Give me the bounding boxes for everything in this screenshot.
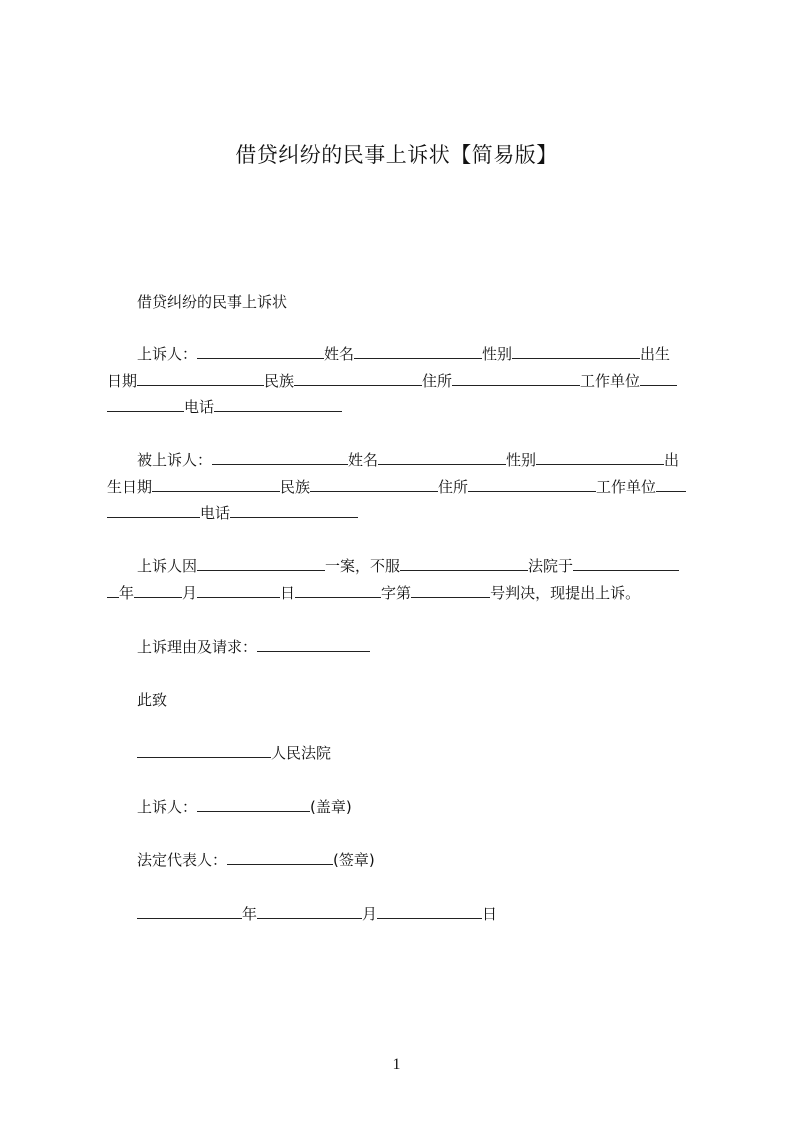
appellee-phone-blank[interactable] [230,502,358,518]
appellant-ethnicity-label: 民族 [264,372,295,390]
signature-text: (签章) [333,851,375,869]
appellee-name-label: 姓名 [348,451,379,469]
appellee-birth-label-b: 生日期 [107,478,153,496]
sign-month-label: 月 [362,905,378,923]
appellee-ethnicity-label: 民族 [280,478,311,496]
year-blank-cont[interactable] [107,582,119,598]
appellant-residence-blank[interactable] [452,370,580,386]
case-zi-di-label: 字第 [381,584,412,602]
appellant-name-blank[interactable] [354,343,482,359]
appellee-label: 被上诉人： [137,451,213,469]
number-blank[interactable] [411,582,490,598]
appellee-birth-blank[interactable] [152,476,280,492]
case-name-blank[interactable] [197,555,325,571]
appellant-birth-label-a: 出生 [640,345,671,363]
appellant-employer-blank[interactable] [640,370,677,386]
court-blank[interactable] [400,555,528,571]
sign-rep-label: 法定代表人： [137,851,228,869]
appellant-line-3 [107,394,701,420]
appellant-birth-blank[interactable] [137,370,264,386]
appellee-line-3 [107,500,701,526]
appellant-label: 上诉人： [137,345,198,363]
case-year-label: 年 [119,584,135,602]
sign-rep-blank[interactable] [227,849,333,865]
month-blank[interactable] [134,582,182,598]
subtitle-text: 借贷纠纷的民事上诉状 [137,293,288,311]
appellant-gender-blank[interactable] [512,343,640,359]
appellee-blank[interactable] [212,449,348,465]
appellee-residence-blank[interactable] [468,476,596,492]
appellee-employer-blank-cont[interactable] [107,502,200,518]
sign-year-label: 年 [242,905,258,923]
reasons-line [137,634,701,660]
seal-text: (盖章) [310,798,352,816]
case-line-2 [107,580,701,606]
day-blank[interactable] [197,582,280,598]
case-line-1 [137,553,701,579]
court-suffix: 人民法院 [271,744,332,762]
appellee-phone-label: 电话 [200,504,231,522]
appellee-employer-label: 工作单位 [596,478,657,496]
appellant-phone-blank[interactable] [214,396,342,412]
year-blank[interactable] [573,555,679,571]
case-prefix: 上诉人因 [137,557,198,575]
appellee-gender-label: 性别 [506,451,537,469]
document-subtitle [137,289,701,315]
sign-appellant-label: 上诉人： [137,798,198,816]
salutation: 此致 [137,691,168,709]
appellant-birth-label-b: 日期 [107,372,138,390]
appellant-employer-blank-cont[interactable] [107,396,184,412]
appellant-ethnicity-blank[interactable] [294,370,422,386]
appellee-name-blank[interactable] [378,449,506,465]
appellee-ethnicity-blank[interactable] [310,476,438,492]
court-name-blank[interactable] [137,742,271,758]
case-ending: 号判决，现提出上诉。 [490,584,641,602]
case-day-label: 日 [280,584,296,602]
page-number: 1 [392,1056,401,1073]
appellant-line-2 [107,368,701,394]
reasons-label: 上诉理由及请求： [137,638,258,656]
sign-day-blank[interactable] [377,903,482,919]
appellee-line-1 [137,447,701,473]
appellant-phone-label: 电话 [184,398,215,416]
appellant-name-label: 姓名 [324,345,355,363]
court-word: 法院于 [528,557,574,575]
appellant-line-1 [137,341,701,367]
appellee-employer-blank[interactable] [656,476,686,492]
appellee-line-2 [107,474,701,500]
sign-appellant-line [137,794,701,820]
appellee-residence-label: 住所 [438,478,469,496]
document-title: 借贷纠纷的民事上诉状【简易版】 [235,143,558,167]
case-word: 一案，不服 [325,557,401,575]
sign-appellant-blank[interactable] [197,796,310,812]
zi-blank[interactable] [295,582,381,598]
court-line [137,740,701,766]
date-line [137,901,701,927]
appellant-residence-label: 住所 [422,372,453,390]
appellee-birth-label-a: 出 [664,451,680,469]
sign-month-blank[interactable] [257,903,362,919]
appellee-gender-blank[interactable] [536,449,664,465]
salutation-line [137,687,701,713]
sign-rep-line [137,847,701,873]
sign-day-label: 日 [482,905,498,923]
case-month-label: 月 [182,584,198,602]
sign-year-blank[interactable] [137,903,242,919]
appellant-blank[interactable] [197,343,324,359]
appellant-gender-label: 性别 [482,345,513,363]
appellant-employer-label: 工作单位 [580,372,641,390]
reasons-blank[interactable] [257,636,370,652]
